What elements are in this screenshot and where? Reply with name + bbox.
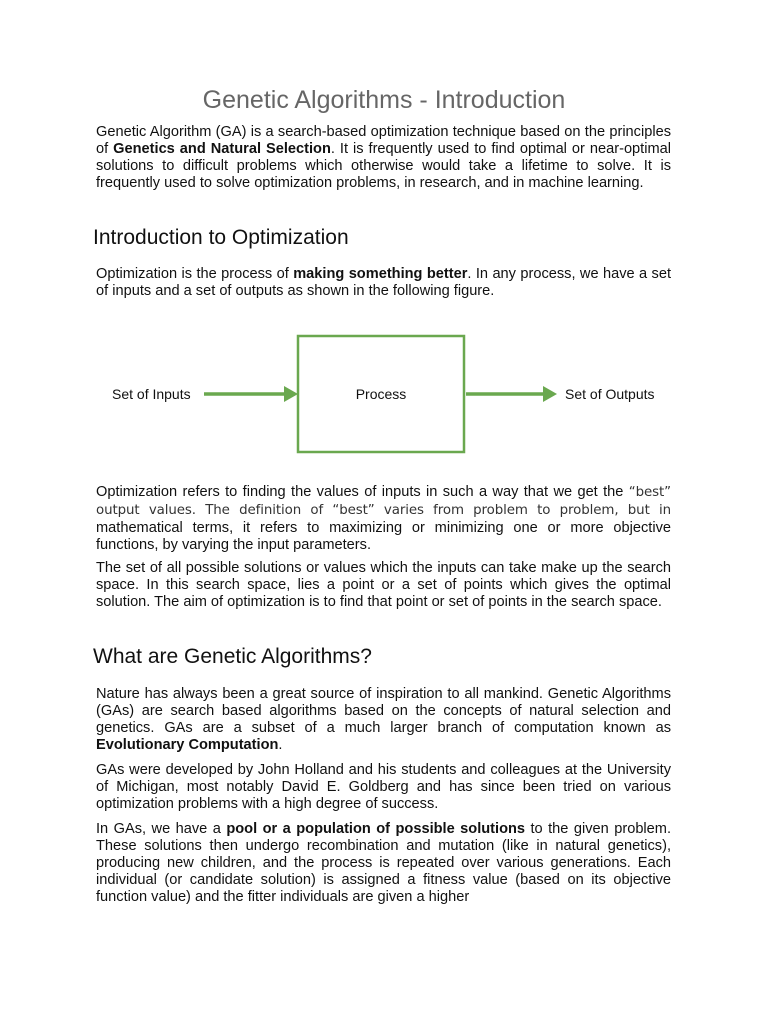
optimization-text-3: Optimization refers to finding the values of inputs in such a way that we get the xyxy=(96,484,629,500)
page-title: Genetic Algorithms - Introduction xyxy=(202,86,566,114)
ga-text-2: . xyxy=(278,736,283,753)
section-heading-genetic-algorithms: What are Genetic Algorithms? xyxy=(93,645,372,668)
ga-text-4: to the given problem. These solutions then undergo recombination and mutation (like in natural genetics), producing new children, and the process is repeated over various generations. Each individual (or candidate solution) is assigned a fitness value (based on its objective function value) and the fitter individuals are given a higher xyxy=(96,821,671,905)
ga-paragraph-2: GAs were developed by John Holland and his students and colleagues at the University of Michigan, most notably David E. Goldberg and has since been tried on various optimization problems with a high degree of success. xyxy=(96,762,671,812)
optimization-text-1: Optimization is the process of xyxy=(96,266,294,282)
ga-bold-1: Evolutionary Computation xyxy=(96,736,279,753)
intro-paragraph xyxy=(96,124,671,192)
ga-paragraph-3 xyxy=(96,821,671,906)
intro-text-2: . It is frequently used to find optimal or near-optimal solutions to difficult problems which otherwise would take a lifetime to solve. It is frequently used to solve optimization problems, in research, and in machine learning. xyxy=(96,140,671,191)
optimization-paragraph-2 xyxy=(96,484,671,554)
figure-output-arrow-head xyxy=(543,386,557,402)
ga-text-1: Nature has always been a great source of inspiration to all mankind. Genetic Algorithms (GAs) are search based algorithms based on the concepts of natural selection and genetics. GAs are a subset of a much larger branch of computation known as xyxy=(96,686,671,736)
optimization-bold-1: making something better xyxy=(293,266,468,282)
figure-process-label: Process xyxy=(355,386,407,402)
optimization-text-4: “best” output values. The definition of “best” varies from problem to problem, but in xyxy=(96,485,671,518)
section-heading-optimization: Introduction to Optimization xyxy=(93,226,349,249)
intro-text-1: Genetic Algorithm (GA) is a search-based optimization technique based on the principles of xyxy=(96,124,671,157)
figure-input-arrow-head xyxy=(284,386,298,402)
process-figure xyxy=(0,320,768,470)
optimization-text-5: mathematical terms, it refers to maximizing or minimizing one or more objective functions, by varying the input parameters. xyxy=(96,519,671,553)
figure-input-label: Set of Inputs xyxy=(112,386,191,402)
ga-paragraph-1 xyxy=(96,686,671,754)
optimization-paragraph-1 xyxy=(96,266,671,300)
figure-output-label: Set of Outputs xyxy=(565,386,655,402)
ga-bold-2: pool or a population of possible solutions xyxy=(226,821,526,837)
optimization-text-2: . In any process, we have a set of inputs and a set of outputs as shown in the following figure. xyxy=(96,266,671,299)
intro-bold-1: Genetics and Natural Selection xyxy=(113,140,331,157)
optimization-paragraph-3: The set of all possible solutions or values which the inputs can take make up the search space. In this search space, lies a point or a set of points which gives the optimal solution. The aim of optimization is to find that point or set of points in the search space. xyxy=(96,560,671,610)
ga-text-3: In GAs, we have a xyxy=(96,821,227,837)
